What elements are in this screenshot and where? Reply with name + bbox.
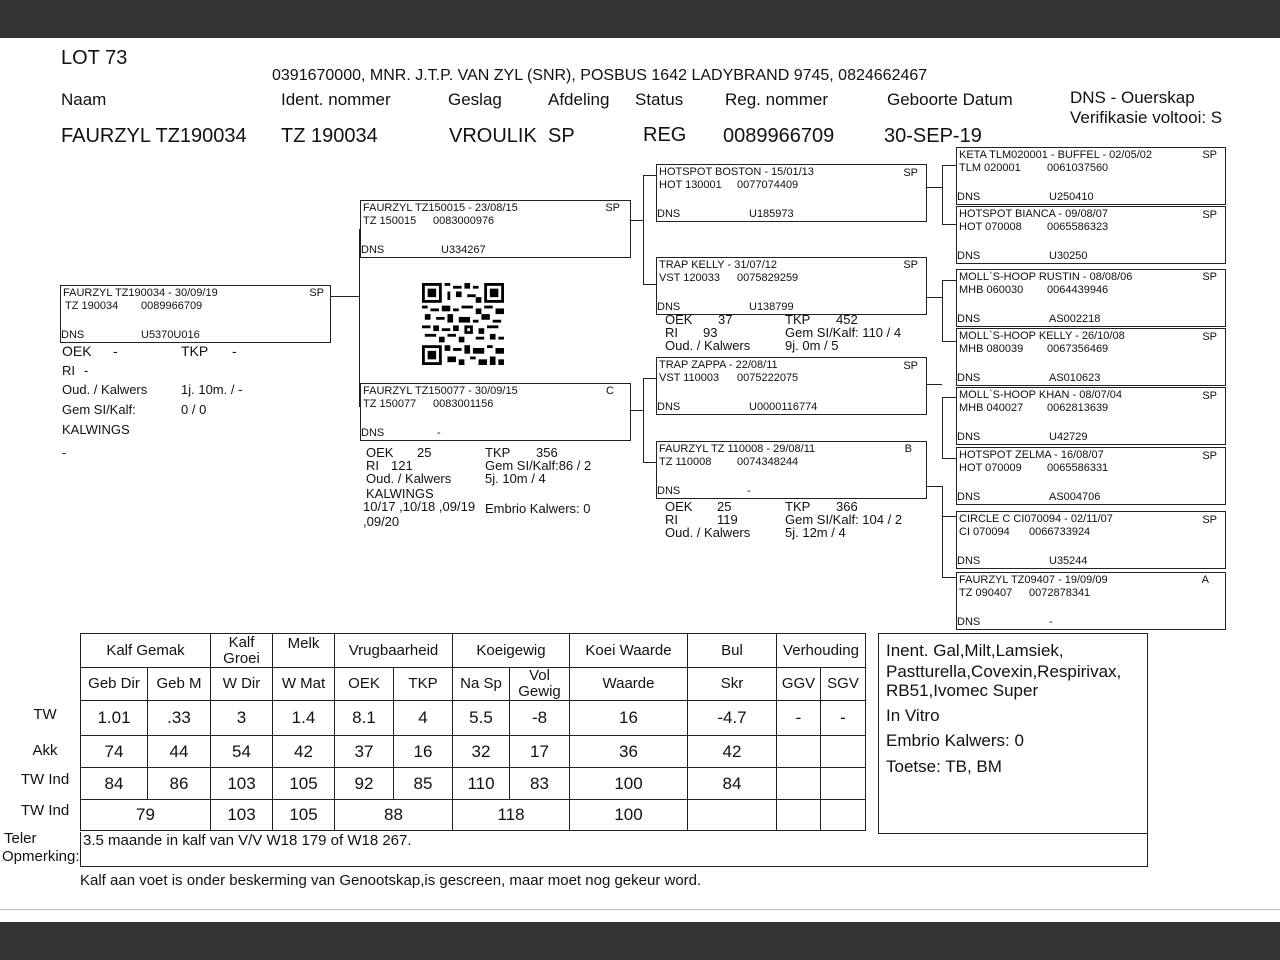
connector (643, 462, 657, 463)
connector (643, 284, 657, 285)
gp-reg: 0075222075 (737, 372, 799, 384)
ggp-box-6 (956, 447, 1226, 505)
connector (942, 165, 943, 225)
opmerking-label: Opmerking: (2, 848, 80, 865)
sire-dns-label: DNS (361, 244, 385, 256)
dam-box (360, 383, 631, 441)
table-cell: 42 (273, 736, 335, 768)
table-cell: 5.5 (453, 701, 510, 736)
dam-oud: 5j. 10m / 4 (485, 471, 546, 486)
ggp-dns-value: U35244 (1049, 555, 1088, 567)
connector (643, 378, 657, 379)
ggp-dns-value: AS004706 (1049, 491, 1101, 503)
dam-oud-label: Oud. / Kalwers (366, 471, 452, 486)
sire-ident: TZ 150015 (363, 215, 417, 227)
table-cell: -4.7 (688, 701, 777, 736)
dam-tkp: 356 (536, 445, 558, 460)
sire-box (360, 200, 631, 258)
gp-reg: 0077074409 (737, 179, 799, 191)
gp-ident: TZ 110008 (659, 456, 712, 468)
gp-ident: VST 120033 (659, 272, 720, 284)
table-cell: 118 (453, 800, 570, 831)
sub-header: SGV (821, 668, 866, 701)
ggp-ident: MHB 040027 (959, 402, 1024, 414)
animal-dns-label: DNS (61, 329, 85, 341)
ggp-title: MOLL`S-HOOP RUSTIN - 08/08/06 (959, 271, 1133, 283)
gp2-oud-label: Oud. / Kalwers (665, 338, 751, 353)
connector (925, 187, 942, 188)
table-cell (777, 800, 821, 831)
table-cell: 17 (510, 736, 570, 768)
gp-breed: SP (903, 259, 918, 271)
divider (0, 909, 1280, 910)
ggp-dns-label: DNS (957, 191, 981, 203)
gp-dns-label: DNS (657, 485, 681, 497)
ggp-reg: 0065586331 (1047, 462, 1109, 474)
ggp-title: MOLL`S-HOOP KHAN - 08/07/04 (959, 389, 1123, 401)
connector (942, 397, 956, 398)
ggp-ident: TZ 090407 (959, 587, 1013, 599)
gp2-ri: 93 (703, 325, 718, 340)
ggp-box-1 (956, 147, 1226, 205)
connector (942, 280, 943, 342)
gp4-ri-label: RI (665, 512, 678, 527)
animal-reg: 0089966709 (141, 300, 203, 312)
gp2-gem: Gem SI/Kalf: 110 / 4 (785, 325, 902, 340)
sub-header: Na Sp (453, 668, 510, 701)
ggp-title: FAURZYL TZ09407 - 19/09/09 (959, 574, 1108, 586)
gp-title: FAURZYL TZ 110008 - 29/08/11 (659, 443, 816, 455)
table-cell: 84 (688, 768, 777, 800)
ggp-ident: MHB 080039 (959, 343, 1024, 355)
dam-dns-value: - (437, 427, 441, 439)
ggp-title: HOTSPOT ZELMA - 16/08/07 (959, 449, 1104, 461)
gp-dns-label: DNS (657, 401, 681, 413)
table-cell: 16 (570, 701, 688, 736)
gp-reg: 0075829259 (737, 272, 799, 284)
gp2-oek: 37 (718, 312, 733, 327)
connector (942, 486, 943, 578)
performance-table (80, 633, 866, 831)
connector (329, 296, 359, 297)
label-geslag: Geslag (448, 90, 502, 109)
table-header-subs (81, 668, 866, 701)
table-cell: 105 (273, 800, 335, 831)
table-cell: 103 (211, 768, 273, 800)
gp4-ri: 119 (717, 512, 738, 527)
dns-verifikasie: Verifikasie voltooi: S (1070, 108, 1223, 127)
row-label-twind: TW Ind (20, 771, 70, 788)
gp-reg: 0074348244 (737, 456, 799, 468)
ggp-title: HOTSPOT BIANCA - 09/08/07 (959, 208, 1108, 220)
label-geboorte: Geboorte Datum (887, 90, 1013, 109)
table-cell: - (777, 701, 821, 736)
ggp-dns-label: DNS (957, 555, 981, 567)
table-cell: 36 (570, 736, 688, 768)
dam-gem: Gem SI/Kalf:86 / 2 (485, 458, 592, 473)
ggp-breed: SP (1202, 331, 1217, 343)
ggp-reg: 0065586323 (1047, 221, 1109, 233)
table-cell: 100 (570, 800, 688, 831)
row-label-tw: TW (33, 706, 57, 723)
table-cell: .33 (148, 701, 211, 736)
table-cell: 103 (211, 800, 273, 831)
vacc-line-3: RB51,Ivomec Super (886, 681, 1039, 700)
ggp-dns-label: DNS (957, 250, 981, 262)
remark-text: 3.5 maande in kalf van V/V W18 179 of W18 267. (83, 832, 412, 849)
remark-note: Kalf aan voet is onder beskerming van Genootskap,is gescreen, maar moet nog gekeur word. (80, 872, 702, 889)
gp-dns-value: U0000116774 (749, 401, 818, 413)
value-ident: TZ 190034 (281, 125, 378, 147)
ggp-dns-value: AS002218 (1049, 313, 1101, 325)
dam-ri-label: RI (366, 458, 379, 473)
ggp-ident: HOT 070009 (959, 462, 1022, 474)
label-ident: Ident. nommer (281, 90, 391, 109)
table-row (81, 800, 866, 831)
ggp-breed: SP (1202, 514, 1217, 526)
dns-ouerskap: DNS - Ouerskap (1070, 88, 1195, 107)
ggp-reg: 0061037560 (1047, 162, 1109, 174)
table-row (81, 701, 866, 736)
dam-title: FAURZYL TZ150077 - 30/09/15 (363, 385, 518, 397)
qr-code-icon (420, 283, 506, 365)
connector (925, 486, 942, 487)
group-header: Kalf Gemak (81, 634, 211, 668)
animal-ident: TZ 190034 (65, 300, 119, 312)
table-cell (688, 800, 777, 831)
ggp-box-2 (956, 206, 1226, 264)
animal-kalwings-label: KALWINGS (62, 422, 130, 437)
connector (942, 165, 956, 166)
connector (643, 175, 657, 176)
ggp-ident: MHB 060030 (959, 284, 1024, 296)
gp-breed: SP (903, 360, 918, 372)
animal-gem: 0 / 0 (181, 402, 207, 417)
table-cell: 83 (510, 768, 570, 800)
ggp-dns-value: U30250 (1049, 250, 1088, 262)
table-cell: 100 (570, 768, 688, 800)
ggp-breed: SP (1202, 271, 1217, 283)
dam-tkp-label: TKP (485, 445, 511, 460)
bottom-bar (0, 922, 1280, 960)
connector (942, 397, 943, 459)
owner-line: 0391670000, MNR. J.T.P. VAN ZYL (SNR), POSBUS 1642 LADYBRAND 9745, 0824662467 (272, 67, 928, 84)
gp2-oek-label: OEK (665, 312, 693, 327)
ggp-breed: A (1201, 574, 1209, 586)
in-vitro: In Vitro (886, 706, 940, 725)
ggp-title: CIRCLE C CI070094 - 02/11/07 (959, 513, 1113, 525)
ggp-ident: CI 070094 (959, 526, 1010, 538)
animal-oud-label: Oud. / Kalwers (62, 382, 148, 397)
sire-title: FAURZYL TZ150015 - 23/08/15 (363, 202, 518, 214)
connector (925, 297, 942, 298)
gp4-gem: Gem SI/Kalf: 104 / 2 (785, 512, 903, 527)
ggp-breed: SP (1202, 390, 1217, 402)
gp-breed: B (904, 443, 912, 455)
table-cell: 42 (688, 736, 777, 768)
ggp-box-4 (956, 328, 1226, 386)
animal-ri-label: RI (62, 363, 75, 378)
table-cell (821, 800, 866, 831)
animal-oud: 1j. 10m. / - (181, 382, 243, 397)
table-cell: 88 (335, 800, 453, 831)
dam-kalwings-2: ,09/20 (363, 514, 400, 529)
sub-header: TKP (394, 668, 453, 701)
table-cell: 44 (148, 736, 211, 768)
table-cell: 8.1 (335, 701, 394, 736)
group-header: Koeigewig (453, 634, 570, 668)
ggp-box-7 (956, 511, 1226, 569)
gp-dns-label: DNS (657, 208, 681, 220)
vacc-line-1: Inent. Gal,Milt,Lamsiek, (886, 641, 1064, 660)
toetse: Toetse: TB, BM (886, 757, 1002, 776)
table-cell (777, 736, 821, 768)
connector (629, 220, 643, 221)
ggp-dns-value: - (1049, 616, 1053, 628)
gp2-tkp: 452 (836, 312, 858, 327)
table-cell: 37 (335, 736, 394, 768)
ggp-title: MOLL`S-HOOP KELLY - 26/10/08 (959, 330, 1125, 342)
table-cell: 110 (453, 768, 510, 800)
ggp-breed: SP (1202, 209, 1217, 221)
table-cell: 105 (273, 768, 335, 800)
gp-box-4 (656, 441, 927, 499)
ggp-title: KETA TLM020001 - BUFFEL - 02/05/02 (959, 149, 1153, 161)
group-header: Kalf Groei (211, 634, 273, 668)
gp-box-2 (656, 257, 927, 315)
gp2-ri-label: RI (665, 325, 678, 340)
gp4-oek-label: OEK (665, 499, 693, 514)
dam-kalwings-1: 10/17 ,10/18 ,09/19 (363, 499, 476, 514)
connector (942, 577, 956, 578)
ggp-reg: 0064439946 (1047, 284, 1109, 296)
ggp-dns-label: DNS (957, 431, 981, 443)
ggp-reg: 0062813639 (1047, 402, 1109, 414)
gp2-tkp-label: TKP (785, 312, 811, 327)
gp-title: TRAP KELLY - 31/07/12 (659, 259, 778, 271)
gp-box-1 (656, 164, 927, 222)
connector (629, 410, 643, 411)
table-cell: 3 (211, 701, 273, 736)
connector (942, 224, 956, 225)
table-cell: 85 (394, 768, 453, 800)
table-cell: 16 (394, 736, 453, 768)
gp-title: HOTSPOT BOSTON - 15/01/13 (659, 166, 814, 178)
ggp-dns-label: DNS (957, 372, 981, 384)
vacc-line-2: Pastturella,Covexin,Respirivax, (886, 662, 1122, 681)
ggp-box-5 (956, 387, 1226, 445)
gp4-oud: 5j. 12m / 4 (785, 525, 846, 540)
animal-box (60, 285, 331, 343)
ggp-dns-label: DNS (957, 491, 981, 503)
top-bar (0, 0, 1280, 38)
animal-ri: - (84, 363, 89, 378)
ggp-ident: HOT 070008 (959, 221, 1022, 233)
connector (643, 175, 644, 285)
ggp-breed: SP (1202, 450, 1217, 462)
remark-box (80, 832, 1148, 867)
gp4-tkp-label: TKP (785, 499, 811, 514)
table-cell: 54 (211, 736, 273, 768)
teler-label: Teler (4, 830, 37, 847)
animal-dns-value: U5370U016 (141, 329, 200, 341)
sub-header: W Dir (211, 668, 273, 701)
ggp-ident: TLM 020001 (959, 162, 1021, 174)
sire-dns-value: U334267 (441, 244, 486, 256)
connector (942, 341, 956, 342)
gp-breed: SP (903, 167, 918, 179)
connector (643, 378, 644, 463)
ggp-dns-label: DNS (957, 313, 981, 325)
connector (925, 384, 942, 385)
sub-header: Skr (688, 668, 777, 701)
table-cell (821, 736, 866, 768)
gp-dns-value: - (747, 485, 751, 497)
group-header: Koei Waarde (570, 634, 688, 668)
gp-dns-label: DNS (657, 301, 681, 313)
gp4-tkp: 366 (836, 499, 858, 514)
ggp-dns-value: U250410 (1049, 191, 1094, 203)
ggp-box-8 (956, 572, 1226, 630)
connector (942, 458, 956, 459)
sub-header: Geb Dir (81, 668, 148, 701)
label-status: Status (635, 90, 684, 109)
dam-oek: 25 (417, 445, 432, 460)
animal-breed: SP (309, 287, 324, 299)
sub-header: W Mat (273, 668, 335, 701)
value-reg: 0089966709 (723, 125, 835, 147)
gp-ident: HOT 130001 (659, 179, 722, 191)
table-cell: -8 (510, 701, 570, 736)
gp-title: TRAP ZAPPA - 22/08/11 (659, 359, 778, 371)
gp2-oud: 9j. 0m / 5 (785, 338, 839, 353)
group-header: Melk (273, 634, 335, 668)
group-header: Bul (688, 634, 777, 668)
dam-dns-label: DNS (361, 427, 385, 439)
value-geboorte: 30-SEP-19 (884, 125, 982, 147)
dam-reg: 0083001156 (433, 398, 494, 410)
ggp-dns-value: U42729 (1049, 431, 1088, 443)
sire-breed: SP (605, 202, 620, 214)
group-header: Vrugbaarheid (335, 634, 453, 668)
connector (942, 280, 956, 281)
table-cell: 92 (335, 768, 394, 800)
sub-header: Geb M (148, 668, 211, 701)
table-header-groups (81, 634, 866, 668)
table-row (81, 736, 866, 768)
ggp-reg: 0067356469 (1047, 343, 1109, 355)
animal-gem-label: Gem SI/Kalf: (62, 402, 136, 417)
dam-ri: 121 (391, 458, 413, 473)
animal-oek: - (113, 343, 118, 359)
ggp-dns-label: DNS (957, 616, 981, 628)
value-afdeling: SP (548, 125, 575, 147)
row-label-akk: Akk (32, 742, 58, 759)
vaccination-box (878, 633, 1148, 834)
table-cell (777, 768, 821, 800)
table-cell: 84 (81, 768, 148, 800)
gp-box-3 (656, 357, 927, 415)
ggp-dns-value: AS010623 (1049, 372, 1101, 384)
dam-embrio: Embrio Kalwers: 0 (485, 501, 591, 516)
gp4-oek: 25 (717, 499, 732, 514)
table-cell: 74 (81, 736, 148, 768)
ggp-reg: 0072878341 (1029, 587, 1091, 599)
table-cell: 1.01 (81, 701, 148, 736)
dam-oek-label: OEK (366, 445, 394, 460)
sire-reg: 0083000976 (433, 215, 495, 227)
sub-header: Waarde (570, 668, 688, 701)
animal-kalwings: - (62, 445, 67, 460)
value-status: REG (643, 124, 687, 146)
gp-ident: VST 110003 (659, 372, 720, 384)
row-label-twind-2: TW Ind (20, 802, 70, 819)
connector (942, 516, 956, 517)
table-row (81, 768, 866, 800)
ggp-box-3 (956, 269, 1226, 327)
animal-tkp: - (232, 343, 237, 359)
dam-breed: C (606, 385, 614, 397)
animal-title: FAURZYL TZ190034 - 30/09/19 (63, 287, 218, 299)
dam-kalwings-label: KALWINGS (366, 486, 434, 501)
label-reg: Reg. nommer (725, 90, 828, 109)
embrio-kalwers: Embrio Kalwers: 0 (886, 731, 1024, 750)
ggp-breed: SP (1202, 149, 1217, 161)
table-cell: 32 (453, 736, 510, 768)
animal-tkp-label: TKP (181, 343, 209, 359)
sub-header: GGV (777, 668, 821, 701)
table-cell: 1.4 (273, 701, 335, 736)
table-cell: - (821, 701, 866, 736)
value-geslag: VROULIK (449, 125, 537, 147)
ggp-reg: 0066733924 (1029, 526, 1091, 538)
animal-oek-label: OEK (62, 343, 92, 359)
lot-title: LOT 73 (61, 47, 128, 69)
table-cell: 4 (394, 701, 453, 736)
sub-header: OEK (335, 668, 394, 701)
gp4-oud-label: Oud. / Kalwers (665, 525, 751, 540)
label-afdeling: Afdeling (548, 90, 610, 109)
gp-dns-value: U138799 (749, 301, 794, 313)
group-header: Verhouding (777, 634, 866, 668)
table-cell: 86 (148, 768, 211, 800)
gp-dns-value: U185973 (749, 208, 794, 220)
table-cell (821, 768, 866, 800)
dam-ident: TZ 150077 (363, 398, 417, 410)
table-cell: 79 (81, 800, 211, 831)
sub-header: Vol Gewig (510, 668, 570, 701)
label-naam: Naam (61, 90, 107, 109)
value-naam: FAURZYL TZ190034 (61, 125, 247, 147)
